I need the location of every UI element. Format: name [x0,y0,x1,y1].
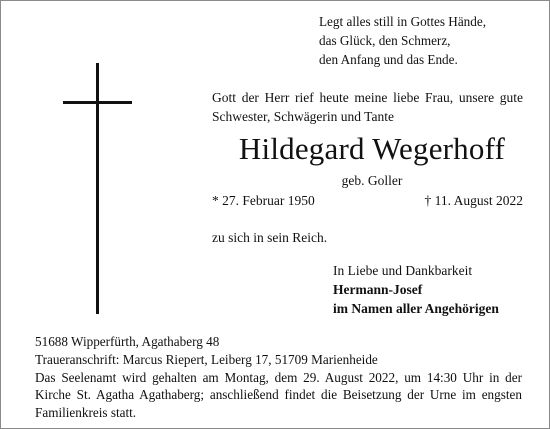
service-notice: Das Seelenamt wird gehalten am Montag, dem 29. August 2022, um 14:30 Uhr in der Kirche St. Agatha Agathaberg; anschließend findet die Beisetzung der Urne im engsten Familienkreis statt. [35,369,522,421]
closing-signature [333,261,499,318]
cross-icon-bar [63,101,132,104]
verse-line: den Anfang und das Ende. [319,52,458,67]
verse-line: das Glück, den Schmerz, [319,33,451,48]
signatory-name: Hermann-Josef [333,282,423,297]
home-address: 51688 Wipperfürth, Agathaberg 48 [35,334,220,349]
signatory-family: im Namen aller Angehörigen [333,301,499,316]
closing-line: In Liebe und Dankbarkeit [333,263,473,278]
deceased-name: Hildegard Wegerhoff [238,131,506,166]
footer-info [35,333,522,422]
mourning-address: Traueranschrift: Marcus Riepert, Leiberg 17, 51709 Marienheide [35,351,378,367]
death-date: † 11. August 2022 [424,193,523,208]
bible-verse [319,12,529,69]
reich-line: zu sich in sein Reich. [212,230,328,245]
life-dates [212,191,523,210]
verse-line: Legt alles still in Gottes Hände, [319,14,487,29]
intro-text: Gott der Herr rief heute meine liebe Frau, unsere gute Schwester, Schwägerin und Tante [212,90,523,124]
birth-date: * 27. Februar 1950 [212,193,315,208]
birth-name: geb. Goller [341,173,403,188]
